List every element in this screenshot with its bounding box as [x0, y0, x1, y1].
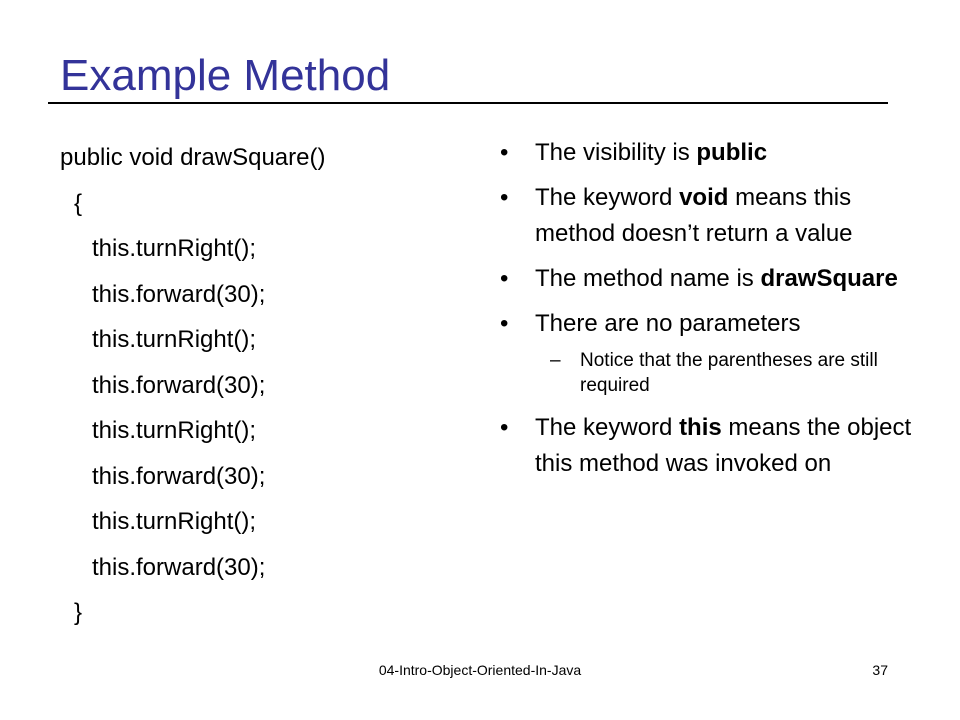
- bullet-text-after: means this method doesn’t return a value: [535, 184, 853, 247]
- bullet-item-void: [500, 180, 920, 252]
- code-line: }: [74, 599, 83, 626]
- bullet-marker: •: [500, 265, 509, 292]
- slide-footer: 04-Intro-Object-Oriented-In-Java: [378, 662, 582, 678]
- code-line: this.turnRight();: [92, 326, 257, 353]
- code-line: this.turnRight();: [92, 508, 257, 535]
- bullet-text: There are no parameters: [535, 310, 801, 337]
- code-line: this.forward(30);: [92, 280, 266, 308]
- bullet-text-after: means the object this method was invoked on: [535, 414, 912, 477]
- bullet-item-method-name: [500, 261, 920, 297]
- sub-bullet-parentheses: [500, 348, 920, 398]
- code-line: public void drawSquare(): [60, 144, 326, 171]
- bullet-bold-term: public: [696, 139, 768, 166]
- bullet-item-visibility: [500, 135, 920, 171]
- bullet-text: The visibility is: [535, 139, 697, 166]
- page-number: 37: [872, 662, 888, 678]
- bullet-item-this: [500, 410, 920, 482]
- code-line: this.forward(30);: [92, 462, 266, 490]
- bullet-item-parameters: [500, 306, 920, 342]
- bullet-bold-term: this: [679, 414, 722, 441]
- bullet-marker: •: [500, 414, 509, 441]
- sub-bullet-marker: –: [550, 350, 561, 371]
- bullet-bold-term: drawSquare: [760, 265, 898, 292]
- bullet-text: The keyword: [535, 414, 680, 441]
- bullet-marker: •: [500, 139, 509, 166]
- code-line: this.turnRight();: [92, 235, 257, 262]
- code-line: this.forward(30);: [92, 553, 266, 581]
- bullet-bold-term: void: [679, 184, 729, 211]
- bullet-list: [500, 135, 920, 491]
- code-line: this.turnRight();: [92, 417, 257, 444]
- sub-bullet-text: Notice that the parentheses are still required: [580, 350, 878, 396]
- title-underline: [48, 102, 888, 104]
- bullet-text: The keyword: [535, 184, 680, 211]
- code-block: [60, 135, 460, 636]
- code-line: this.forward(30);: [92, 371, 266, 399]
- bullet-marker: •: [500, 310, 509, 337]
- code-line: {: [74, 189, 83, 217]
- slide-title: Example Method: [60, 51, 391, 100]
- bullet-text: The method name is: [535, 265, 761, 292]
- bullet-marker: •: [500, 184, 509, 211]
